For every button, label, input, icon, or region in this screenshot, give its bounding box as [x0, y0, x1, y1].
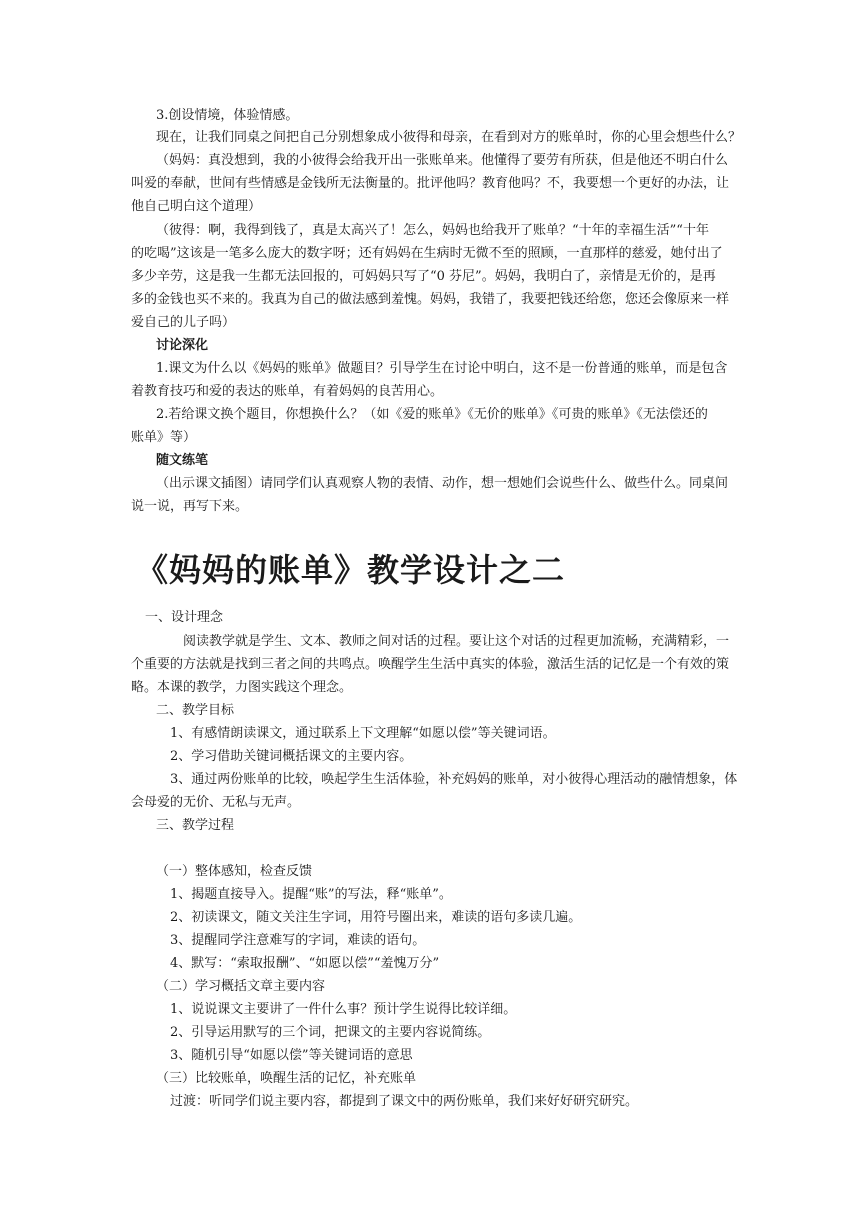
part2-item: 2、引导运用默写的三个词，把课文的主要内容说简练。 [170, 1025, 491, 1040]
mom-paragraph-line: 他自己明白这个道理） [131, 199, 262, 214]
step-heading: 3.创设情境，体验情感。 [156, 108, 299, 123]
writing-text-line: （出示课文插图）请同学们认真观察人物的表情、动作，想一想她们会说些什么、做些什么。同桌间 [156, 476, 729, 491]
part1-item: 2、初读课文，随文关注生字词，用符号圈出来，难读的语句多读几遍。 [170, 910, 582, 925]
goal-item: 2、学习借助关键词概括课文的主要内容。 [170, 749, 413, 764]
concept-text-line: 阅读教学就是学生、文本、教师之间对话的过程。要让这个对话的过程更加流畅，充满精彩，一 [183, 634, 730, 649]
peter-paragraph-line: 的吃喝”这该是一笔多么庞大的数字呀；还有妈妈在生病时无微不至的照顾，一直那样的慈爱，她付出了 [131, 246, 723, 261]
discussion-heading: 讨论深化 [156, 338, 209, 353]
transition-text: 过渡：听同学们说主要内容，都提到了课文中的两份账单，我们来好好研究研究。 [170, 1094, 639, 1109]
peter-paragraph-line: 爱自己的儿子吗） [131, 315, 236, 330]
goal-item-line: 3、通过两份账单的比较，唤起学生生活体验，补充妈妈的账单，对小彼得心理活动的融情想象，体 [170, 772, 738, 787]
part1-item: 3、提醒同学注意难写的字词，难读的语句。 [170, 933, 426, 948]
document-title: 《妈妈的账单》教学设计之二 [136, 551, 566, 589]
mom-paragraph-line: 叫爱的奉献，世间有些情感是金钱所无法衡量的。批评他吗？教育他吗？不，我要想一个更好的办法，让 [131, 176, 730, 191]
discussion-item-line: 1.课文为什么以《妈妈的账单》做题目？引导学生在讨论中明白，这不是一份普通的账单，而是包含 [156, 361, 728, 376]
discussion-item-line: 账单》等） [131, 430, 197, 445]
part2-item: 1、说说课文主要讲了一件什么事？预计学生说得比较详细。 [170, 1002, 517, 1017]
part2-heading: （二）学习概括文章主要内容 [156, 979, 326, 994]
part1-heading: （一）整体感知，检查反馈 [156, 864, 313, 879]
goal-item-line: 会母爱的无价、无私与无声。 [131, 795, 301, 810]
part1-item: 1、揭题直接导入。提醒“账”的写法，释“账单”。 [170, 887, 452, 902]
part3-heading: （三）比较账单，唤醒生活的记忆，补充账单 [156, 1071, 417, 1086]
concept-text-line: 个重要的方法就是找到三者之间的共鸣点。唤醒学生生活中真实的体验，激活生活的记忆是一个有效的策 [131, 657, 730, 672]
writing-heading: 随文练笔 [156, 453, 209, 468]
discussion-item-line: 2.若给课文换个题目，你想换什么？（如《爱的账单》《无价的账单》《可贵的账单》《无法偿还的 [156, 407, 708, 422]
writing-text-line: 说一说，再写下来。 [131, 499, 249, 514]
concept-heading: 一、设计理念 [145, 610, 224, 625]
process-heading: 三、教学过程 [156, 818, 235, 833]
part2-item: 3、随机引导“如愿以偿”等关键词语的意思 [170, 1048, 413, 1063]
peter-paragraph-line: 多少辛劳，这是我一生都无法回报的，可妈妈只写了“0 芬尼”。妈妈，我明白了，亲情是无价的，是再 [131, 269, 716, 284]
mom-paragraph-line: （妈妈：真没想到，我的小彼得会给我开出一张账单来。他懂得了要劳有所获，但是他还不明白什么 [156, 153, 729, 168]
discussion-item-line: 着教育技巧和爱的表达的账单，有着妈妈的良苦用心。 [131, 384, 444, 399]
peter-paragraph-line: 多的金钱也买不来的。我真为自己的做法感到羞愧。妈妈，我错了，我要把钱还给您，您还会像原来一样 [131, 292, 730, 307]
goals-heading: 二、教学目标 [156, 703, 235, 718]
peter-paragraph-line: （彼得：啊，我得到钱了，真是太高兴了！怎么，妈妈也给我开了账单？“十年的幸福生活”“十年 [156, 223, 709, 238]
part1-item: 4、默写：“索取报酬”、“如愿以偿”“羞愧万分” [170, 956, 440, 971]
intro-paragraph: 现在，让我们同桌之间把自己分别想象成小彼得和母亲，在看到对方的账单时，你的心里会想些什么？ [156, 130, 742, 145]
goal-item: 1、有感情朗读课文，通过联系上下文理解“如愿以偿”等关键词语。 [170, 726, 556, 741]
concept-text-line: 略。本课的教学，力图实践这个理念。 [131, 680, 353, 695]
